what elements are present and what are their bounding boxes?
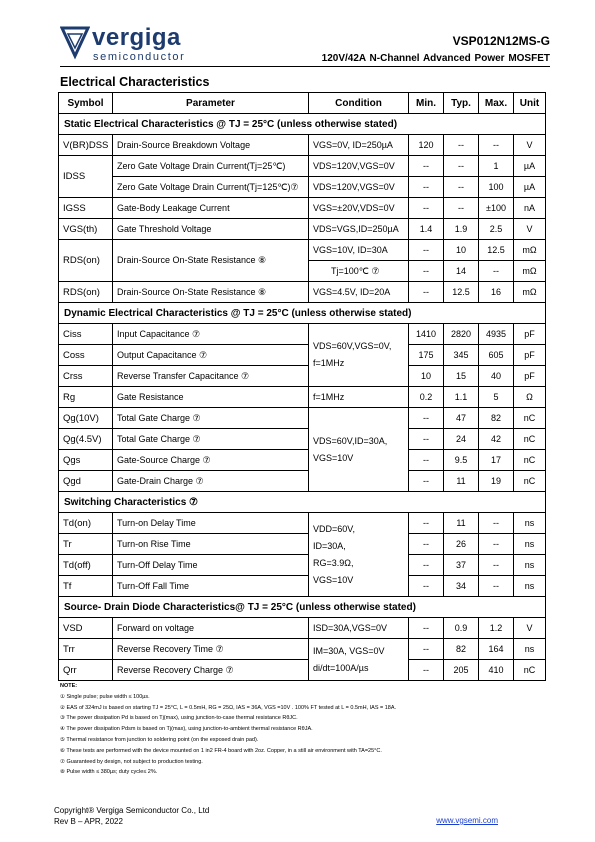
cell-unit: nC bbox=[514, 660, 546, 681]
cell-unit: ns bbox=[514, 555, 546, 576]
cell-unit: nC bbox=[514, 471, 546, 492]
table-row bbox=[59, 177, 546, 198]
table-row bbox=[59, 366, 546, 387]
table-row bbox=[59, 282, 546, 303]
cell-max: 12.5 bbox=[479, 240, 514, 261]
cell-typ: 205 bbox=[444, 660, 479, 681]
cell-typ: 345 bbox=[444, 345, 479, 366]
cell-condition bbox=[309, 408, 409, 492]
cell-unit: pF bbox=[514, 366, 546, 387]
cell-symbol: IGSS bbox=[59, 198, 113, 219]
cell-typ: 11 bbox=[444, 513, 479, 534]
cell-typ: 0.9 bbox=[444, 618, 479, 639]
cell-symbol: RDS(on) bbox=[59, 282, 113, 303]
cell-symbol: VGS(th) bbox=[59, 219, 113, 240]
footer bbox=[54, 805, 209, 827]
cell-parameter: Forward on voltage bbox=[113, 618, 309, 639]
header-typ: Typ. bbox=[444, 93, 479, 114]
cell-symbol: Tf bbox=[59, 576, 113, 597]
cell-parameter: Reverse Recovery Charge ⑦ bbox=[113, 660, 309, 681]
cell-typ: 11 bbox=[444, 471, 479, 492]
table-row bbox=[59, 240, 546, 261]
part-number: VSP012N12MS-G bbox=[452, 34, 550, 48]
table-row bbox=[59, 345, 546, 366]
table-row bbox=[59, 639, 546, 660]
cell-symbol: Qg(10V) bbox=[59, 408, 113, 429]
cell-condition: VGS=±20V,VDS=0V bbox=[309, 198, 409, 219]
cell-typ: 2820 bbox=[444, 324, 479, 345]
cell-max: -- bbox=[479, 555, 514, 576]
cell-parameter: Turn-Off Delay Time bbox=[113, 555, 309, 576]
table-row bbox=[59, 156, 546, 177]
cell-symbol: Td(on) bbox=[59, 513, 113, 534]
cell-min: -- bbox=[409, 450, 444, 471]
condition-line: f=1MHz bbox=[313, 358, 345, 368]
cell-condition: VGS=0V, ID=250µA bbox=[309, 135, 409, 156]
cell-min: -- bbox=[409, 408, 444, 429]
cell-unit: pF bbox=[514, 345, 546, 366]
cell-parameter: Turn-on Delay Time bbox=[113, 513, 309, 534]
cell-typ: -- bbox=[444, 156, 479, 177]
cell-symbol: Crss bbox=[59, 366, 113, 387]
cell-max: -- bbox=[479, 513, 514, 534]
cell-symbol: Tr bbox=[59, 534, 113, 555]
condition-line: RG=3.9Ω, bbox=[313, 557, 354, 568]
cell-min: -- bbox=[409, 261, 444, 282]
condition-line: ID=30A, bbox=[313, 540, 346, 551]
cell-max: 82 bbox=[479, 408, 514, 429]
cell-max: 605 bbox=[479, 345, 514, 366]
table-row bbox=[59, 534, 546, 555]
header-unit: Unit bbox=[514, 93, 546, 114]
cell-typ: 24 bbox=[444, 429, 479, 450]
cell-max: -- bbox=[479, 135, 514, 156]
cell-symbol: Coss bbox=[59, 345, 113, 366]
condition-line: VGS=10V bbox=[313, 452, 354, 463]
cell-typ: 15 bbox=[444, 366, 479, 387]
cell-min: -- bbox=[409, 576, 444, 597]
table-row bbox=[59, 219, 546, 240]
header-symbol: Symbol bbox=[59, 93, 113, 114]
company-logo bbox=[60, 24, 220, 66]
cell-max: 164 bbox=[479, 639, 514, 660]
header-min: Min. bbox=[409, 93, 444, 114]
cell-symbol: IDSS bbox=[59, 156, 113, 198]
condition-line: VDD=60V, bbox=[313, 523, 355, 534]
cell-min: 0.2 bbox=[409, 387, 444, 408]
cell-typ: 1.9 bbox=[444, 219, 479, 240]
table-row bbox=[59, 387, 546, 408]
cell-parameter: Drain-Source On-State Resistance ⑧ bbox=[113, 240, 309, 282]
table-row bbox=[59, 135, 546, 156]
cell-min: -- bbox=[409, 240, 444, 261]
note-item: ① Single pulse; pulse width ≤ 100µs. bbox=[60, 693, 150, 700]
cell-parameter: Gate-Source Charge ⑦ bbox=[113, 450, 309, 471]
cell-parameter: Drain-Source Breakdown Voltage bbox=[113, 135, 309, 156]
table-row bbox=[59, 618, 546, 639]
table-row bbox=[59, 429, 546, 450]
header-parameter: Parameter bbox=[113, 93, 309, 114]
header-condition: Condition bbox=[309, 93, 409, 114]
note-item: ④ The power dissipation Pdsm is based on Tj(max), using junction-to-ambient thermal resistance RθJA. bbox=[60, 726, 313, 733]
cell-min: -- bbox=[409, 429, 444, 450]
cell-unit: V bbox=[514, 219, 546, 240]
cell-min: -- bbox=[409, 660, 444, 681]
cell-min: -- bbox=[409, 471, 444, 492]
cell-parameter: Input Capacitance ⑦ bbox=[113, 324, 309, 345]
cell-unit: pF bbox=[514, 324, 546, 345]
cell-condition bbox=[309, 324, 409, 387]
cell-parameter: Turn-Off Fall Time bbox=[113, 576, 309, 597]
cell-condition: VDS=VGS,ID=250µA bbox=[309, 219, 409, 240]
cell-min: -- bbox=[409, 618, 444, 639]
cell-max: 16 bbox=[479, 282, 514, 303]
cell-min: 1410 bbox=[409, 324, 444, 345]
cell-max: 100 bbox=[479, 177, 514, 198]
cell-symbol: V(BR)DSS bbox=[59, 135, 113, 156]
logo-text: vergiga bbox=[92, 24, 181, 51]
cell-typ: 14 bbox=[444, 261, 479, 282]
cell-parameter: Turn-on Rise Time bbox=[113, 534, 309, 555]
cell-unit: nC bbox=[514, 450, 546, 471]
cell-symbol: Ciss bbox=[59, 324, 113, 345]
cell-max: 1 bbox=[479, 156, 514, 177]
condition-line: VDS=60V,ID=30A, bbox=[313, 435, 388, 446]
note-item: ② EAS of 324mJ is based on starting TJ = 25°C, L = 0.5mH, RG = 25Ω, IAS = 36A, VGS =10V . 100% FT tested at L = 0.5mH, IAS = 18A. bbox=[60, 704, 397, 711]
cell-min: -- bbox=[409, 282, 444, 303]
cell-typ: 82 bbox=[444, 639, 479, 660]
electrical-characteristics-table bbox=[58, 92, 546, 681]
cell-typ: 10 bbox=[444, 240, 479, 261]
cell-typ: -- bbox=[444, 135, 479, 156]
cell-max: -- bbox=[479, 534, 514, 555]
cell-typ: -- bbox=[444, 177, 479, 198]
cell-condition: ISD=30A,VGS=0V bbox=[309, 618, 409, 639]
footer-revision: Rev B – APR, 2022 bbox=[54, 817, 123, 826]
cell-min: -- bbox=[409, 198, 444, 219]
cell-symbol: Td(off) bbox=[59, 555, 113, 576]
cell-typ: 37 bbox=[444, 555, 479, 576]
condition-line: di/dt=100A/µs bbox=[313, 662, 369, 673]
cell-max: 4935 bbox=[479, 324, 514, 345]
cell-typ: 1.1 bbox=[444, 387, 479, 408]
cell-min: -- bbox=[409, 639, 444, 660]
cell-unit: ns bbox=[514, 513, 546, 534]
cell-max: 17 bbox=[479, 450, 514, 471]
cell-symbol: Rg bbox=[59, 387, 113, 408]
cell-parameter: Gate Resistance bbox=[113, 387, 309, 408]
cell-min: 120 bbox=[409, 135, 444, 156]
cell-max: 42 bbox=[479, 429, 514, 450]
cell-condition: f=1MHz bbox=[309, 387, 409, 408]
cell-max: -- bbox=[479, 261, 514, 282]
section-title: Electrical Characteristics bbox=[60, 75, 210, 89]
cell-max: -- bbox=[479, 576, 514, 597]
condition-line: VDS=60V,VGS=0V, bbox=[313, 341, 392, 351]
cell-typ: 34 bbox=[444, 576, 479, 597]
cell-unit: mΩ bbox=[514, 261, 546, 282]
cell-symbol: Qgd bbox=[59, 471, 113, 492]
cell-unit: V bbox=[514, 618, 546, 639]
cell-typ: 47 bbox=[444, 408, 479, 429]
note-item: ⑥ These tests are performed with the device mounted on 1 in2 FR-4 board with 2oz. Copper, in a still air environment with TA=25°C. bbox=[60, 747, 382, 754]
cell-condition: VDS=120V,VGS=0V bbox=[309, 156, 409, 177]
cell-condition: VGS=10V, ID=30A bbox=[309, 240, 409, 261]
cell-parameter: Gate-Drain Charge ⑦ bbox=[113, 471, 309, 492]
cell-min: -- bbox=[409, 513, 444, 534]
section-switching: Switching Characteristics ⑦ bbox=[59, 492, 546, 513]
cell-parameter: Zero Gate Voltage Drain Current(Tj=25℃) bbox=[113, 156, 309, 177]
table-header-row bbox=[59, 93, 546, 114]
note-item: ⑤ Thermal resistance from junction to soldering point (on the exposed drain pad). bbox=[60, 736, 259, 743]
cell-typ: -- bbox=[444, 198, 479, 219]
cell-unit: nC bbox=[514, 408, 546, 429]
cell-max: 2.5 bbox=[479, 219, 514, 240]
cell-unit: Ω bbox=[514, 387, 546, 408]
device-subtitle: 120V/42A N-Channel Advanced Power MOSFET bbox=[321, 53, 550, 64]
cell-unit: mΩ bbox=[514, 282, 546, 303]
cell-parameter: Output Capacitance ⑦ bbox=[113, 345, 309, 366]
footer-copyright: Copyright® Vergiga Semiconductor Co., Ltd bbox=[54, 806, 210, 815]
cell-parameter: Gate Threshold Voltage bbox=[113, 219, 309, 240]
notes-block bbox=[60, 681, 555, 778]
cell-symbol: VSD bbox=[59, 618, 113, 639]
cell-parameter: Total Gate Charge ⑦ bbox=[113, 408, 309, 429]
section-dynamic: Dynamic Electrical Characteristics @ TJ = 25°C (unless otherwise stated) bbox=[59, 303, 546, 324]
note-item: ③ The power dissipation Pd is based on Tj(max), using junction-to-case thermal resistance RθJC. bbox=[60, 715, 298, 722]
cell-parameter: Drain-Source On-State Resistance ⑧ bbox=[113, 282, 309, 303]
cell-parameter: Zero Gate Voltage Drain Current(Tj=125℃)⑦ bbox=[113, 177, 309, 198]
cell-unit: ns bbox=[514, 534, 546, 555]
table-row bbox=[59, 198, 546, 219]
cell-condition bbox=[309, 639, 409, 681]
cell-min: -- bbox=[409, 156, 444, 177]
cell-typ: 26 bbox=[444, 534, 479, 555]
table-row bbox=[59, 555, 546, 576]
cell-condition: VGS=4.5V, ID=20A bbox=[309, 282, 409, 303]
cell-max: 5 bbox=[479, 387, 514, 408]
header-max: Max. bbox=[479, 93, 514, 114]
cell-unit: µA bbox=[514, 177, 546, 198]
cell-max: 410 bbox=[479, 660, 514, 681]
table-row bbox=[59, 471, 546, 492]
cell-min: 10 bbox=[409, 366, 444, 387]
cell-parameter: Gate-Body Leakage Current bbox=[113, 198, 309, 219]
table-row bbox=[59, 576, 546, 597]
cell-unit: nC bbox=[514, 429, 546, 450]
cell-unit: ns bbox=[514, 639, 546, 660]
cell-max: 1.2 bbox=[479, 618, 514, 639]
cell-condition: VDS=120V,VGS=0V bbox=[309, 177, 409, 198]
cell-min: 175 bbox=[409, 345, 444, 366]
cell-min: -- bbox=[409, 534, 444, 555]
cell-max: ±100 bbox=[479, 198, 514, 219]
header-divider bbox=[60, 66, 550, 67]
cell-min: 1.4 bbox=[409, 219, 444, 240]
section-static: Static Electrical Characteristics @ TJ = 25°C (unless otherwise stated) bbox=[59, 114, 546, 135]
logo-subtext: semiconductor bbox=[93, 51, 186, 63]
notes-title: NOTE: bbox=[60, 683, 78, 689]
cell-parameter: Reverse Recovery Time ⑦ bbox=[113, 639, 309, 660]
section-diode: Source- Drain Diode Characteristics@ TJ = 25°C (unless otherwise stated) bbox=[59, 597, 546, 618]
table-row bbox=[59, 660, 546, 681]
cell-min: -- bbox=[409, 555, 444, 576]
cell-max: 19 bbox=[479, 471, 514, 492]
cell-unit: ns bbox=[514, 576, 546, 597]
cell-min: -- bbox=[409, 177, 444, 198]
table-row bbox=[59, 450, 546, 471]
note-item: ⑦ Guaranteed by design, not subject to production testing. bbox=[60, 758, 203, 765]
cell-condition: Tj=100℃ ⑦ bbox=[309, 261, 409, 282]
table-row bbox=[59, 408, 546, 429]
cell-symbol: Qg(4.5V) bbox=[59, 429, 113, 450]
website-link[interactable]: www.vgsemi.com bbox=[436, 816, 498, 825]
condition-line: VGS=10V bbox=[313, 574, 354, 585]
cell-condition bbox=[309, 513, 409, 597]
cell-symbol: RDS(on) bbox=[59, 240, 113, 282]
cell-max: 40 bbox=[479, 366, 514, 387]
cell-symbol: Qrr bbox=[59, 660, 113, 681]
cell-parameter: Total Gate Charge ⑦ bbox=[113, 429, 309, 450]
cell-unit: µA bbox=[514, 156, 546, 177]
cell-unit: nA bbox=[514, 198, 546, 219]
cell-parameter: Reverse Transfer Capacitance ⑦ bbox=[113, 366, 309, 387]
logo-mark-icon bbox=[60, 26, 90, 60]
cell-typ: 9.5 bbox=[444, 450, 479, 471]
cell-symbol: Trr bbox=[59, 639, 113, 660]
cell-typ: 12.5 bbox=[444, 282, 479, 303]
cell-symbol: Qgs bbox=[59, 450, 113, 471]
cell-unit: mΩ bbox=[514, 240, 546, 261]
table-row bbox=[59, 324, 546, 345]
note-item: ⑧ Pulse width ≤ 380µs; duty cycle≤ 2%. bbox=[60, 769, 158, 776]
condition-line: IM=30A, VGS=0V bbox=[313, 645, 385, 656]
table-row bbox=[59, 513, 546, 534]
cell-unit: V bbox=[514, 135, 546, 156]
